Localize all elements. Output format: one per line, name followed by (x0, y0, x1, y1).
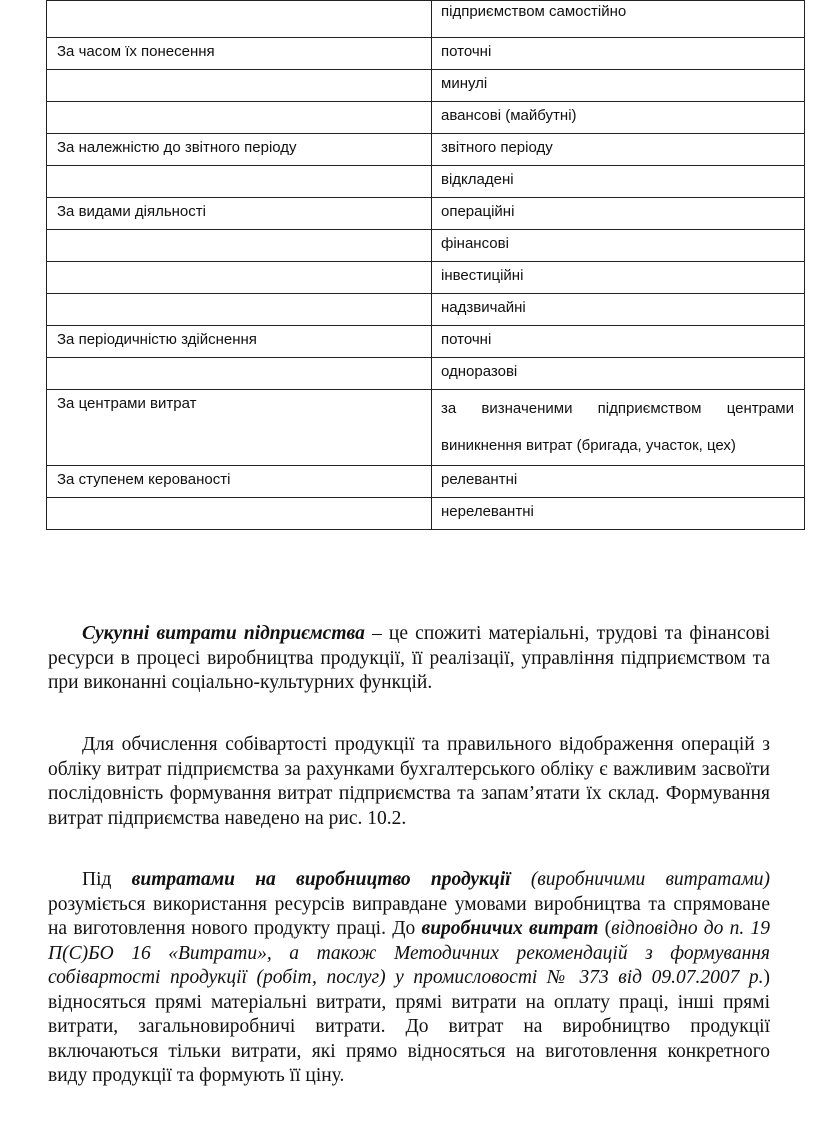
table-row (47, 262, 805, 294)
cost-type: поточні (432, 326, 805, 358)
classification-criterion (47, 166, 432, 198)
cost-classification-table (46, 0, 805, 530)
paragraph-text: ( (598, 918, 612, 939)
term-alias: (виробничими витратами) (530, 869, 771, 890)
paragraph-text: розуміється використання ресурсів виправдане умовами виробництва та спрямоване на виготовлення нового продукту праці. До (48, 893, 770, 939)
table-row (47, 390, 805, 466)
cost-type-line: за визначеними підприємством центрами (441, 400, 794, 417)
cost-type: операційні (432, 198, 805, 230)
regulation-reference: відповідно до п. 19 П(С)БО 16 «Витрати», а також Методичних рекомендацій з формування собівартості продукції (робіт, послуг) у промисловості № 373 від 09.07.2007 р. (48, 918, 771, 988)
table-row (47, 134, 805, 166)
table-row (47, 294, 805, 326)
paragraph-total-costs (48, 622, 770, 696)
classification-criterion (47, 262, 432, 294)
table-row (47, 102, 805, 134)
cost-type: надзвичайні (432, 294, 805, 326)
paragraph-text: Для обчислення собівартості продукції та правильного відображення операцій з обліку витрат підприємства за рахунками бухгалтерського обліку є важливим засвоїти послідовність формування витрат підприємства та запам’ятати їх склад. Формування витрат підприємства наведено на рис. 10.2. (48, 734, 770, 829)
paragraph-cost-formation (48, 733, 770, 831)
term-manufacturing-costs: виробничих витрат (421, 918, 599, 939)
cost-type: підприємством самостійно (432, 1, 805, 38)
table-row (47, 166, 805, 198)
table-row (47, 358, 805, 390)
classification-criterion: За видами діяльності (47, 198, 432, 230)
classification-criterion (47, 294, 432, 326)
classification-criterion: За часом їх понесення (47, 38, 432, 70)
classification-criterion (47, 1, 432, 38)
table-row (47, 498, 805, 530)
classification-criterion (47, 70, 432, 102)
term-production-costs: витратами на виробництво продукції (131, 869, 511, 890)
cost-type: одноразові (432, 358, 805, 390)
cost-type: авансові (майбутні) (432, 102, 805, 134)
classification-criterion (47, 102, 432, 134)
table-row (47, 1, 805, 38)
classification-criterion (47, 358, 432, 390)
paragraph-text (511, 869, 531, 890)
cost-type: інвестиційні (432, 262, 805, 294)
cost-type: минулі (432, 70, 805, 102)
classification-criterion (47, 230, 432, 262)
table-row (47, 38, 805, 70)
classification-criterion: За належністю до звітного періоду (47, 134, 432, 166)
classification-criterion (47, 498, 432, 530)
classification-criterion: За періодичністю здійснення (47, 326, 432, 358)
paragraph-production-costs (48, 868, 770, 1089)
cost-type: фінансові (432, 230, 805, 262)
table-row (47, 230, 805, 262)
cost-type: нерелевантні (432, 498, 805, 530)
paragraph-text: – це спожиті матеріальні, трудові та фінансові ресурси в процесі виробництва продукції, її реалізації, управління підприємством та при виконанні соціально-культурних функцій. (48, 623, 770, 693)
cost-type-line: виникнення витрат (бригада, участок, цех) (441, 437, 736, 454)
cost-type: релевантні (432, 466, 805, 498)
paragraph-text: Під (82, 869, 132, 890)
table-row (47, 326, 805, 358)
cost-type: звітного періоду (432, 134, 805, 166)
table-row (47, 198, 805, 230)
classification-criterion: За ступенем керованості (47, 466, 432, 498)
cost-type: поточні (432, 38, 805, 70)
cost-type: відкладені (432, 166, 805, 198)
table-row (47, 466, 805, 498)
cost-type (432, 390, 805, 466)
term-total-costs: Сукупні витрати підприємства (82, 623, 365, 644)
paragraph-text: ) відносяться прямі матеріальні витрати, прямі витрати на оплату праці, інші прямі витрати, загальновиробничі витрати. До витрат на виробництво продукції включаються тільки витрати, які прямо відносяться на виготовлення конкретного виду продукції та формують її ціну. (48, 967, 770, 1086)
classification-criterion: За центрами витрат (47, 390, 432, 466)
table-row (47, 70, 805, 102)
